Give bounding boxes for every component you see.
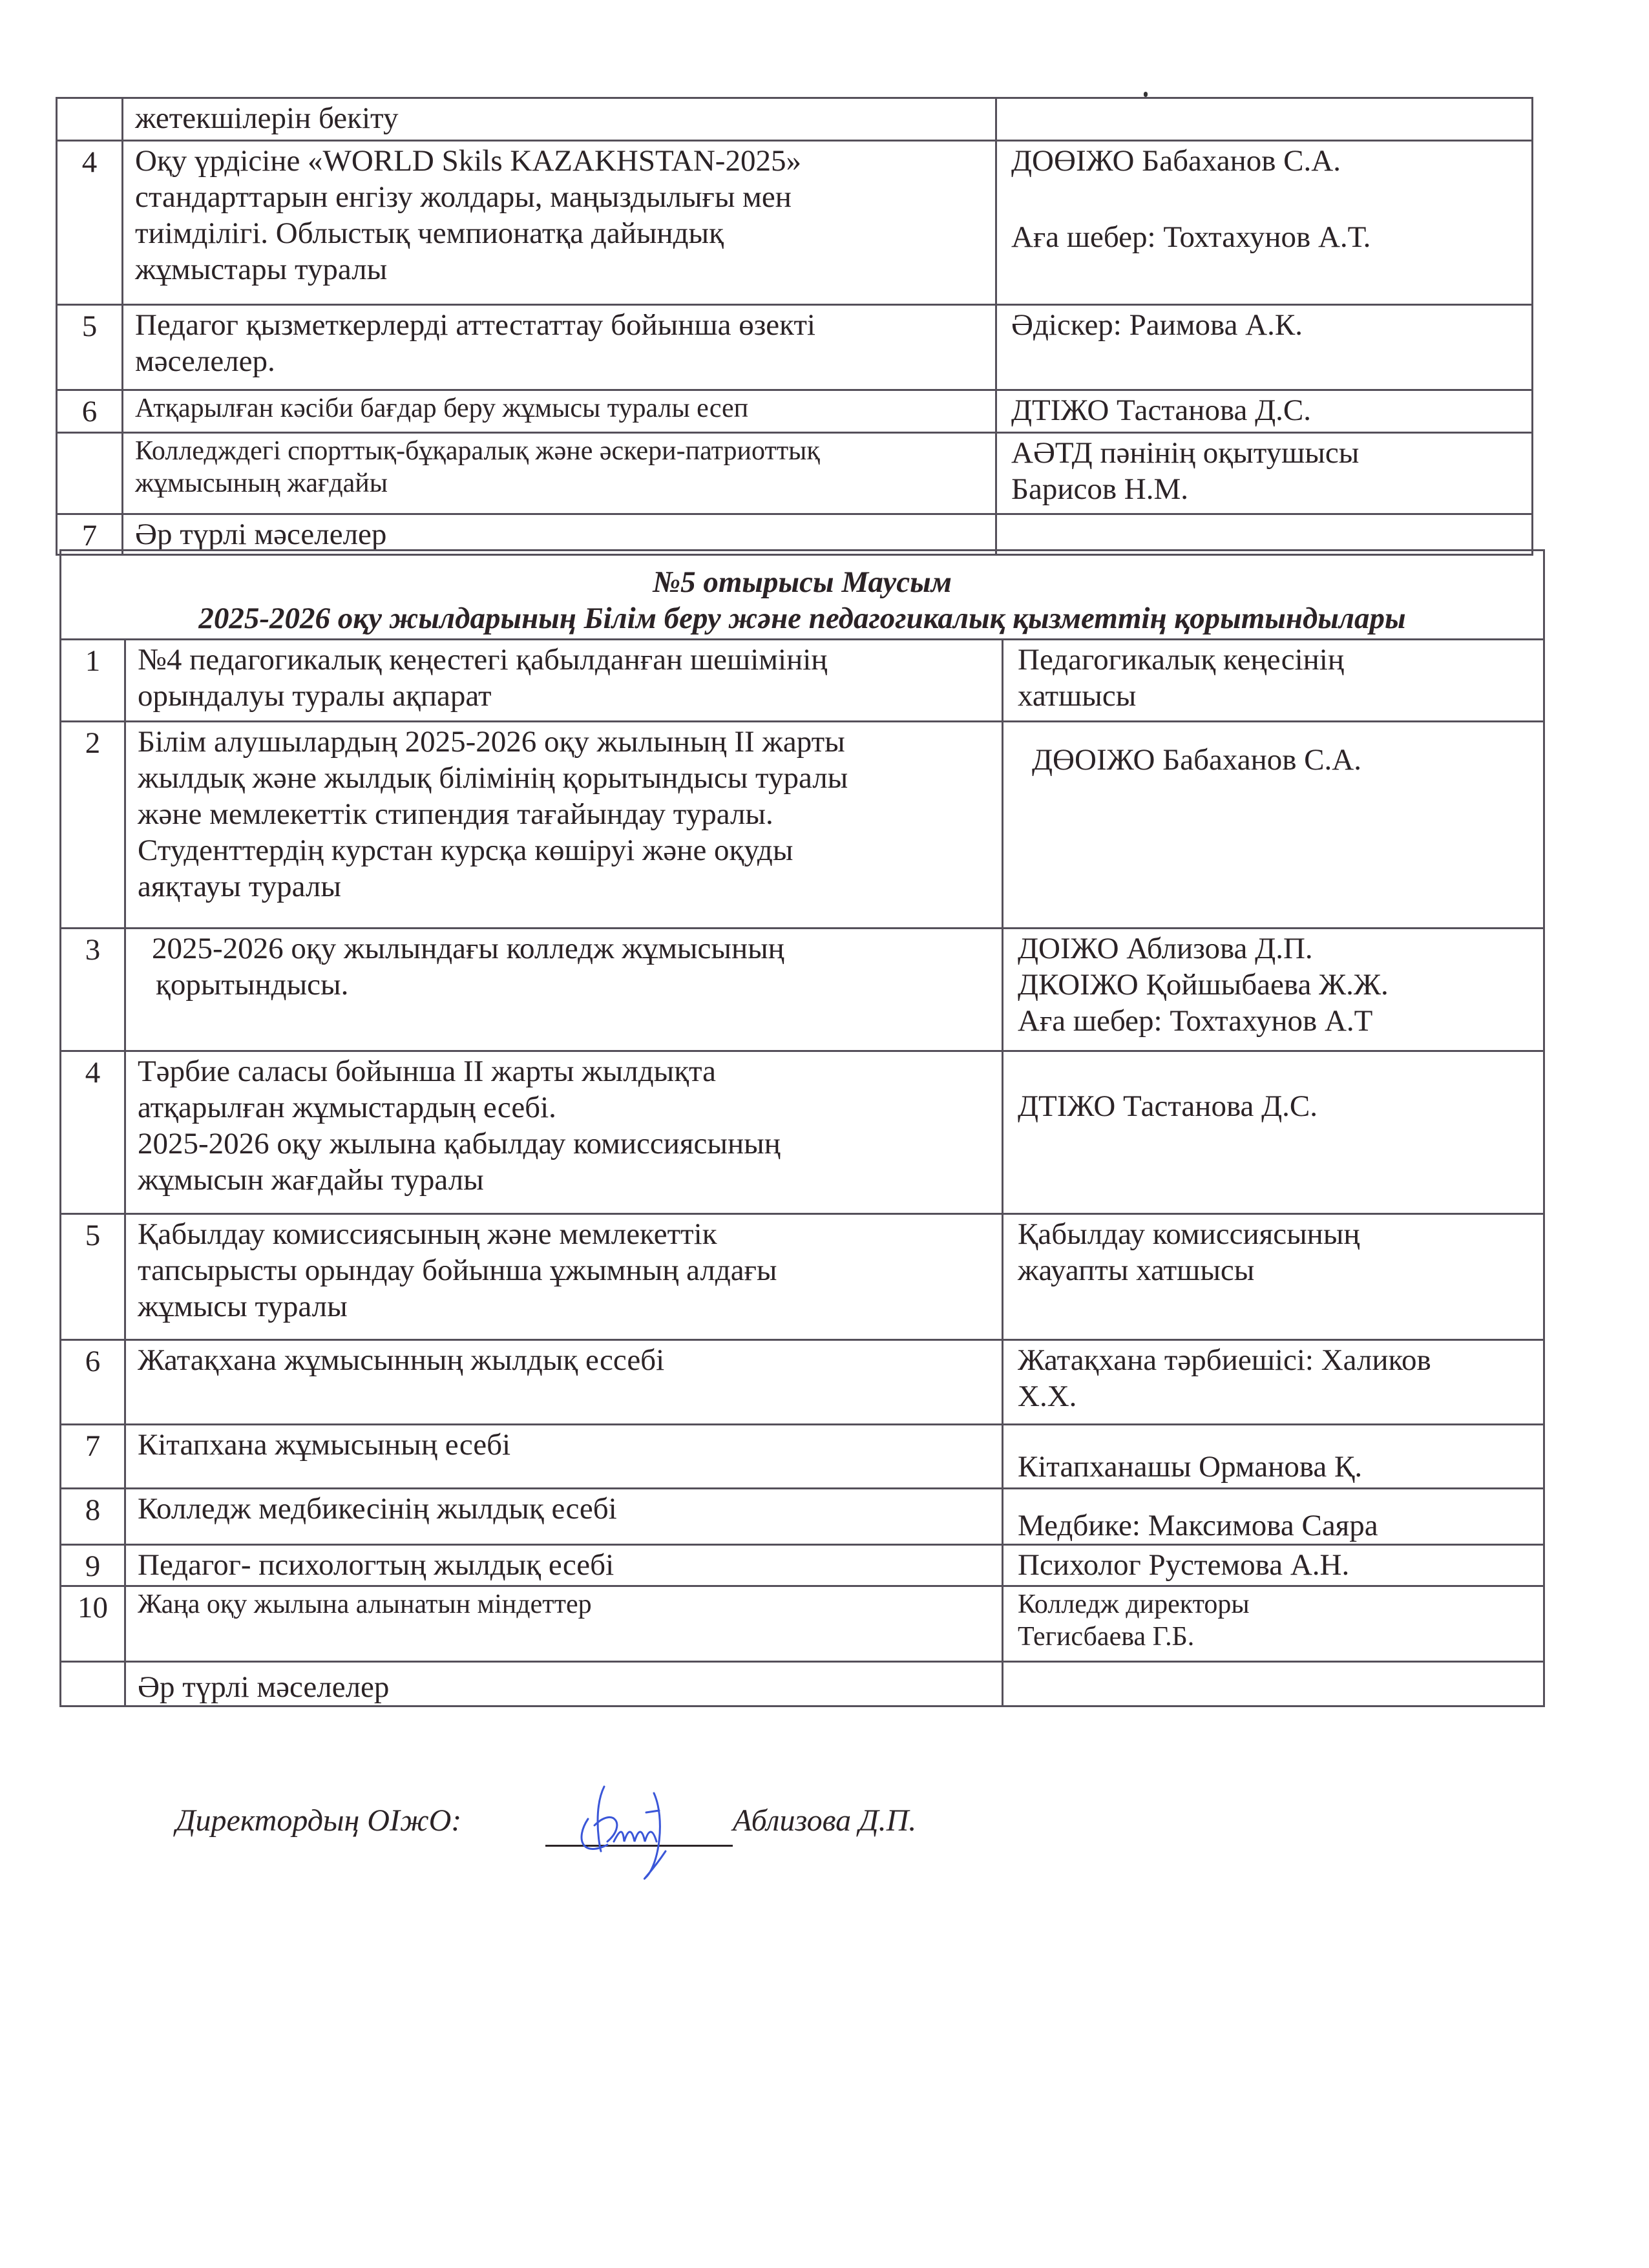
row-responsible: Әдіскер: Раимова А.К. <box>996 305 1533 390</box>
row-topic: Колледж медбикесінің жылдық есебі <box>125 1489 1003 1545</box>
row-responsible: ДӨОІЖО Бабаханов С.А. <box>1003 722 1544 929</box>
row-topic: Жатақхана жұмысынның жылдық ессебі <box>125 1340 1003 1425</box>
agenda-table-session-5 <box>59 549 1545 1707</box>
table-row <box>61 1214 1544 1340</box>
row-number: 4 <box>61 1051 125 1214</box>
row-number <box>57 98 123 141</box>
table-row <box>61 1340 1544 1425</box>
row-responsible: Педагогикалық кеңесінің хатшысы <box>1003 640 1544 722</box>
section-header-row <box>61 551 1544 640</box>
row-number: 7 <box>61 1425 125 1489</box>
session-title: №5 отырысы Маусым <box>653 565 952 599</box>
row-number: 2 <box>61 722 125 929</box>
table-row <box>61 640 1544 722</box>
row-responsible: ДОІЖО Аблизова Д.П. ДКОІЖО Қойшыбаева Ж.Ж. Аға шебер: Тохтахунов А.Т <box>1003 929 1544 1051</box>
row-responsible <box>1003 1662 1544 1706</box>
row-topic: 2025-2026 оқу жылындағы колледж жұмысының қорытындысы. <box>125 929 1003 1051</box>
row-responsible: Қабылдау комиссиясының жауапты хатшысы <box>1003 1214 1544 1340</box>
row-number: 7 <box>57 514 123 555</box>
row-responsible: АӘТД пәнінің оқытушысы Барисов Н.М. <box>996 433 1533 514</box>
row-responsible: ДТІЖО Тастанова Д.С. <box>996 390 1533 433</box>
section-header <box>61 551 1544 640</box>
row-number: 1 <box>61 640 125 722</box>
row-number: 5 <box>61 1214 125 1340</box>
table-row <box>61 1586 1544 1662</box>
table-row <box>57 390 1533 433</box>
row-responsible: ДТІЖО Тастанова Д.С. <box>1003 1051 1544 1214</box>
table-row <box>61 929 1544 1051</box>
row-number: 6 <box>61 1340 125 1425</box>
row-topic: Колледждегі спорттық-бұқаралық және әскери-патриоттық жұмысының жағдайы <box>123 433 996 514</box>
table-row <box>61 1051 1544 1214</box>
table-row <box>57 433 1533 514</box>
row-responsible: ДОӨІЖО Бабаханов С.А. Аға шебер: Тохтахунов А.Т. <box>996 141 1533 305</box>
table-row <box>61 1425 1544 1489</box>
row-topic: Педагог- психологтың жылдық есебі <box>125 1545 1003 1586</box>
row-number: 10 <box>61 1586 125 1662</box>
agenda-table-continued <box>56 97 1533 556</box>
handwritten-signature-icon <box>569 1780 737 1890</box>
row-number <box>61 1662 125 1706</box>
table-row <box>61 1545 1544 1586</box>
row-topic: Әр түрлі мәселелер <box>123 514 996 555</box>
row-topic: №4 педагогикалық кеңестегі қабылданған шешімінің орындалуы туралы ақпарат <box>125 640 1003 722</box>
row-topic: Қабылдау комиссиясының және мемлекеттік тапсырысты орындау бойынша ұжымның алдағы жұмысы туралы <box>125 1214 1003 1340</box>
row-number: 5 <box>57 305 123 390</box>
row-topic: Әр түрлі мәселелер <box>125 1662 1003 1706</box>
signatory-role: Директордың ОІжО: <box>176 1803 462 1838</box>
row-topic: Атқарылған кәсіби бағдар беру жұмысы туралы есеп <box>123 390 996 433</box>
row-responsible: Жатақхана тәрбиешісі: Халиков Х.Х. <box>1003 1340 1544 1425</box>
table-row <box>57 305 1533 390</box>
scan-speck <box>1144 92 1148 97</box>
row-responsible: Медбике: Максимова Саяра <box>1003 1489 1544 1545</box>
row-responsible: Колледж директоры Тегисбаева Г.Б. <box>1003 1586 1544 1662</box>
table-row <box>61 1489 1544 1545</box>
session-subtitle: 2025-2026 оқу жылдарының Білім беру және педагогикалық қызметтің қорытындылары <box>198 602 1406 635</box>
row-number: 9 <box>61 1545 125 1586</box>
row-responsible: Психолог Рустемова А.Н. <box>1003 1545 1544 1586</box>
row-topic: Оқу үрдісіне «WORLD Skils KAZAKHSTAN-2025» стандарттарын енгізу жолдары, маңыздылығы мен тиімділігі. Облыстық чемпионатқа дайындық жұмыстары туралы <box>123 141 996 305</box>
row-topic: Білім алушылардың 2025-2026 оқу жылының ІІ жарты жылдық және жылдық білімінің қорытындысы туралы және мемлекеттік стипендия тағайындау туралы. Студенттердің курстан курсқа көшіруі және оқуды аяқтауы туралы <box>125 722 1003 929</box>
row-number: 4 <box>57 141 123 305</box>
table-row <box>57 98 1533 141</box>
row-topic: Жаңа оқу жылына алынатын міндеттер <box>125 1586 1003 1662</box>
row-number <box>57 433 123 514</box>
table-row <box>61 722 1544 929</box>
row-topic: Педагог қызметкерлерді аттестаттау бойынша өзекті мәселелер. <box>123 305 996 390</box>
row-number: 8 <box>61 1489 125 1545</box>
row-number: 3 <box>61 929 125 1051</box>
row-topic: Тәрбие саласы бойынша ІІ жарты жылдықта атқарылған жұмыстардың есебі. 2025-2026 оқу жылына қабылдау комиссиясының жұмысын жағдайы туралы <box>125 1051 1003 1214</box>
row-topic: жетекшілерін бекіту <box>123 98 996 141</box>
signatory-name: Аблизова Д.П. <box>733 1803 917 1838</box>
row-number: 6 <box>57 390 123 433</box>
table-row <box>61 1662 1544 1706</box>
table-row <box>57 141 1533 305</box>
row-responsible <box>996 98 1533 141</box>
row-responsible: Кітапханашы Орманова Қ. <box>1003 1425 1544 1489</box>
row-topic: Кітапхана жұмысының есебі <box>125 1425 1003 1489</box>
